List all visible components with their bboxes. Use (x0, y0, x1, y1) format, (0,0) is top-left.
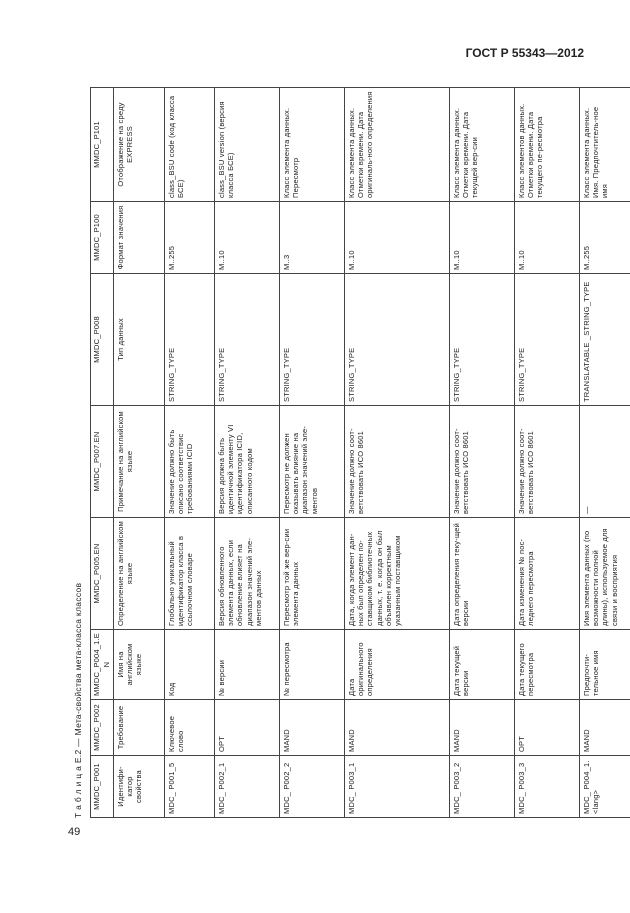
column-title: Требование (114, 700, 165, 756)
cell-name-en: № пересмотра (280, 630, 345, 700)
cell-property-id: MDC_ P003_1 (345, 756, 450, 818)
cell-name-en: Предпочти-тельное имя (580, 630, 630, 700)
cell-data-type: STRING_TYPE (345, 274, 450, 406)
cell-data-type: STRING_TYPE (450, 274, 515, 406)
rotated-table-block (70, 88, 619, 818)
cell-note: Значение должно соот-ветствовать ИСО 8601 (515, 406, 580, 518)
cell-name-en: Дата текущего пересмотра (515, 630, 580, 700)
column-title: Отображение на среду EXPRESS (114, 88, 165, 202)
column-code: MMDC_P008 (91, 274, 114, 406)
cell-data-type: STRING_TYPE (215, 274, 280, 406)
column-title: Имя на английском языке (114, 630, 165, 700)
column-codes-row (91, 88, 114, 818)
cell-value-format: M..10 (515, 202, 580, 274)
table-row (450, 88, 515, 818)
cell-express-mapping: Класс элемента данных. Отметки времени. Дата оригиналь-ного определения (345, 88, 450, 202)
cell-note: — (580, 406, 630, 518)
meta-properties-table (90, 87, 630, 818)
cell-property-id: MDC_ P003_3 (515, 756, 580, 818)
cell-express-mapping: class_BSU code (код класса БСЕ) (165, 88, 215, 202)
cell-requirement: OPT (215, 700, 280, 756)
cell-value-format: M..10 (345, 202, 450, 274)
cell-note: Значение должно соот-ветствовать ИСО 8601 (345, 406, 450, 518)
table-row (345, 88, 450, 818)
cell-value-format: M..255 (580, 202, 630, 274)
cell-express-mapping: Класс элемента данных. Имя. Предпочтитель-ное имя (580, 88, 630, 202)
cell-name-en: Код (165, 630, 215, 700)
cell-property-id: MDC_ P002_1 (215, 756, 280, 818)
column-title: Определение на английском языке (114, 518, 165, 630)
cell-property-id: MDC_ P003_2 (450, 756, 515, 818)
column-code: MMDC_P101 (91, 88, 114, 202)
column-code: MMDC_P100 (91, 202, 114, 274)
cell-requirement: Ключевое слово (165, 700, 215, 756)
column-titles-row (114, 88, 165, 818)
table-row (215, 88, 280, 818)
column-title: Идентифи-катор свойства (114, 756, 165, 818)
table-row (165, 88, 215, 818)
column-code: MMDC_P001 (91, 756, 114, 818)
cell-requirement: MAND (280, 700, 345, 756)
page-number: 49 (68, 826, 81, 838)
table-row (280, 88, 345, 818)
cell-requirement: MAND (450, 700, 515, 756)
cell-definition: Дата, когда элемент дан-ных был определен по-ставщиком библиотечных данных, т. е. когда он был объявлен корректным указанным поставщиком (345, 518, 450, 630)
cell-property-id: MDC_ P004_1. <lang> (580, 756, 630, 818)
cell-requirement: OPT (515, 700, 580, 756)
cell-definition: Дата определения теку-щей версии (450, 518, 515, 630)
cell-property-id: MDC_ P001_5 (165, 756, 215, 818)
table-row (580, 88, 630, 818)
column-code: MMDC_P005.EN (91, 518, 114, 630)
cell-express-mapping: Класс элемента данных. Пересмотр (280, 88, 345, 202)
column-title: Тип данных (114, 274, 165, 406)
cell-data-type: TRANSLATABLE _STRING_TYPE (580, 274, 630, 406)
cell-note: Пересмотр не должен оказывать влияние на диапазон значений эле-ментов (280, 406, 345, 518)
cell-definition: Пересмотр той же вер-сии элемента данных (280, 518, 345, 630)
cell-data-type: STRING_TYPE (165, 274, 215, 406)
cell-data-type: STRING_TYPE (515, 274, 580, 406)
cell-express-mapping: Класс элемента данных. Отметки времени. Дата текущей вер-сии (450, 88, 515, 202)
document-header: ГОСТ Р 55343—2012 (465, 46, 584, 60)
cell-name-en: № версии (215, 630, 280, 700)
cell-express-mapping: Класс элементов данных. Отметки времени. Дата текущего пе-ресмотра (515, 88, 580, 202)
cell-value-format: M..10 (450, 202, 515, 274)
column-title: Формат значения (114, 202, 165, 274)
cell-definition: Имя элемента данных (по возможности полной длины), используемое для связи и восприятия (580, 518, 630, 630)
cell-value-format: M..3 (280, 202, 345, 274)
cell-definition: Версия обновленного элемента данных, если обновление влияет на диапазон значений эле-ментов данных (215, 518, 280, 630)
column-code: MMDC_P004_1.EN (91, 630, 114, 700)
cell-definition: Глобально уникальный идентификатор класса в ссылочном словаре (165, 518, 215, 630)
cell-name-en: Дата текущей версии (450, 630, 515, 700)
table-row (515, 88, 580, 818)
cell-data-type: STRING_TYPE (280, 274, 345, 406)
column-code: MMDC_P007.EN (91, 406, 114, 518)
cell-note: Версия должна быть идентичной элементу VI идентификатора ICID, описанного кодом (215, 406, 280, 518)
column-title: Примечание на английском языке (114, 406, 165, 518)
cell-value-format: M..255 (165, 202, 215, 274)
cell-express-mapping: class_BSU version (версия класса БСЕ) (215, 88, 280, 202)
cell-property-id: MDC_ P002_2 (280, 756, 345, 818)
cell-note: Значение должно быть описано соответствис требованиями ICID (165, 406, 215, 518)
cell-value-format: M..10 (215, 202, 280, 274)
table-caption: Т а б л и ц а Е.2 — Мета-свойства мета-класса классов (73, 582, 83, 818)
cell-requirement: MAND (580, 700, 630, 756)
cell-requirement: MAND (345, 700, 450, 756)
cell-note: Значение должно соот-ветствовать ИСО 8601 (450, 406, 515, 518)
cell-definition: Дата изменения № пос-леднего пересмотра (515, 518, 580, 630)
cell-name-en: Дата оригинального определения (345, 630, 450, 700)
column-code: MMDC_P002 (91, 700, 114, 756)
